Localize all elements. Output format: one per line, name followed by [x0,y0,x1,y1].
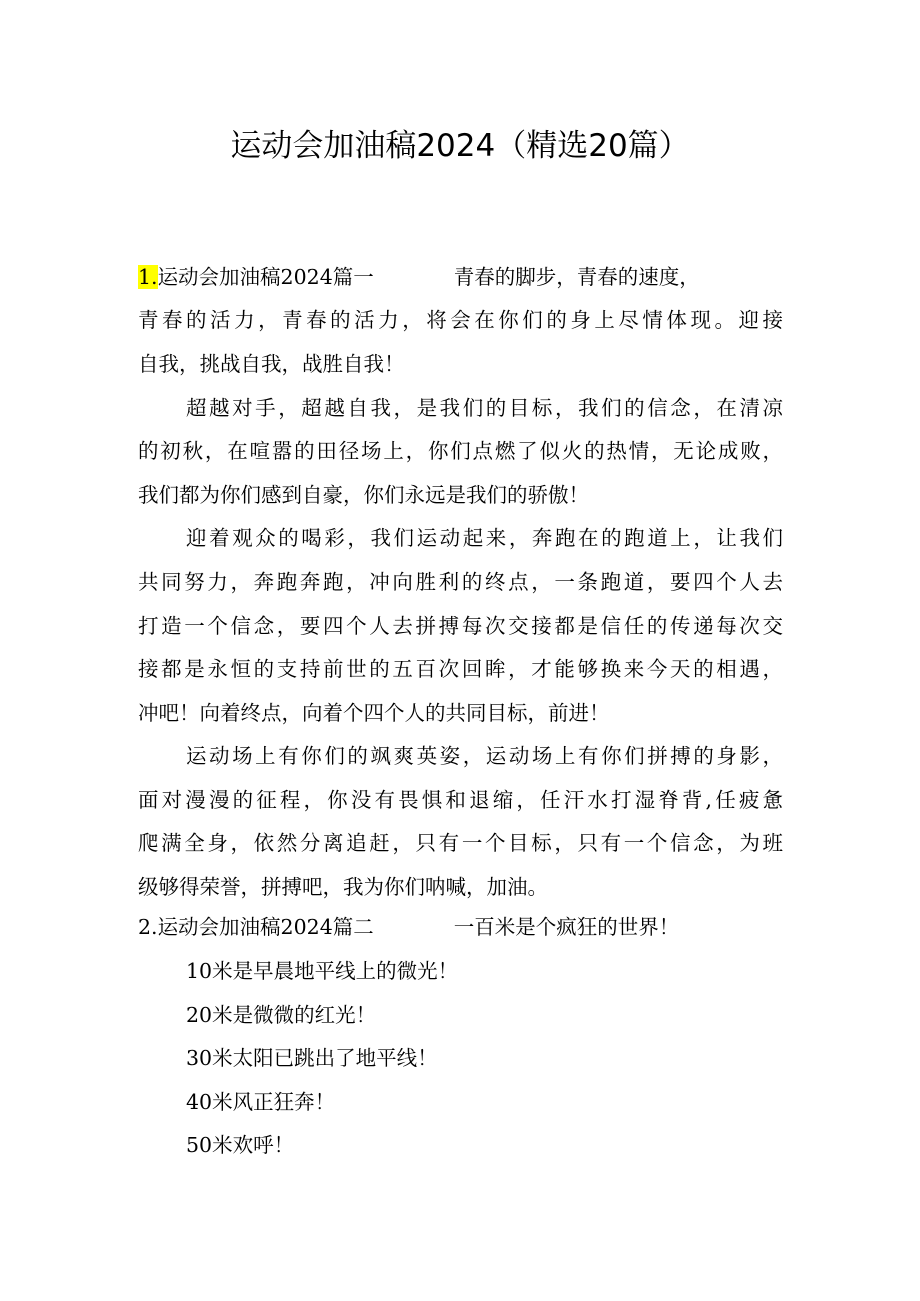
section-2-heading: 运动会加油稿2024篇二 [157,915,374,939]
paragraph-line: 青春的活力，青春的活力，将会在你们的身上尽情体现。迎接 [138,308,783,332]
list-item: 30米太阳已跳出了地平线！ [186,1046,438,1070]
paragraph-line: 接都是永恒的支持前世的五百次回眸，才能够换来今天的相遇， [138,657,783,681]
paragraph-line: 迎着观众的喝彩，我们运动起来，奔跑在的跑道上，让我们 [186,526,783,550]
section-1-number: 1. [138,265,158,289]
document-title: 运动会加油稿2024（精选20篇） [230,128,690,164]
list-item: 20米是微微的红光！ [186,1003,377,1027]
section-1-heading-line [138,262,700,292]
list-item: 50米欢呼！ [186,1133,295,1157]
section-1-lead: 青春的脚步，青春的速度， [453,265,700,289]
paragraph-line: 打造一个信念，要四个人去拼搏每次交接都是信任的传递每次交 [138,614,783,638]
paragraph-line: 爬满全身，依然分离追赶，只有一个目标，只有一个信念，为班 [138,831,783,855]
paragraph-line: 面对漫漫的征程，你没有畏惧和退缩，任汗水打湿脊背,任疲惫 [138,788,783,812]
paragraph-line: 超越对手，超越自我，是我们的目标，我们的信念，在清凉 [186,396,783,420]
paragraph-line: 冲吧！向着终点，向着个四个人的共同目标，前进！ [138,701,610,725]
paragraph-line: 我们都为你们感到自豪，你们永远是我们的骄傲！ [138,483,589,507]
section-2-number: 2. [138,915,158,939]
list-item: 40米风正狂奔！ [186,1090,336,1114]
paragraph-line: 的初秋，在喧嚣的田径场上，你们点燃了似火的热情，无论成败， [138,439,783,463]
paragraph-line: 自我，挑战自我，战胜自我！ [138,352,405,376]
paragraph-line: 级够得荣誉，拼搏吧，我为你们呐喊，加油。 [138,875,548,899]
section-2-lead: 一百米是个疯狂的世界！ [453,915,680,939]
paragraph-line: 共同努力，奔跑奔跑，冲向胜利的终点，一条跑道，要四个人去 [138,570,783,594]
paragraph-line: 运动场上有你们的飒爽英姿，运动场上有你们拼搏的身影， [186,744,783,768]
section-2-heading-line [138,912,679,942]
section-1-heading: 运动会加油稿2024篇一 [157,265,374,289]
list-item: 10米是早晨地平线上的微光！ [186,959,459,983]
